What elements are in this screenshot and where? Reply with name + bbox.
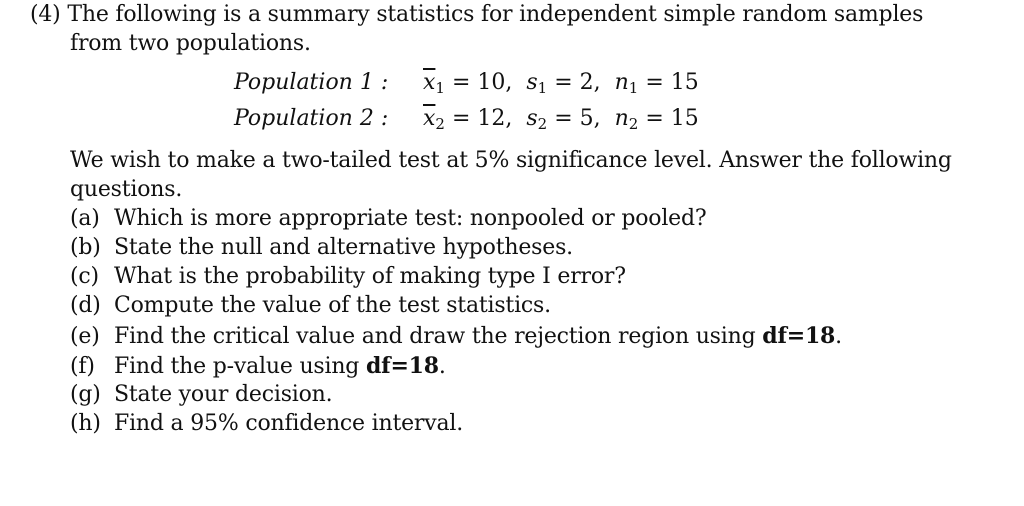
question-f bbox=[70, 352, 446, 381]
instruction-line-2: questions. bbox=[70, 177, 183, 202]
question-text: Find the p-value using bbox=[114, 354, 366, 379]
population-row-2 bbox=[234, 105, 699, 133]
question-e bbox=[70, 322, 842, 351]
question-c bbox=[70, 263, 626, 291]
problem-number: (4) bbox=[30, 2, 61, 27]
question-bold: df=18 bbox=[366, 353, 439, 379]
question-text: Find the critical value and draw the rejection region using bbox=[114, 324, 763, 349]
question-b bbox=[70, 234, 573, 262]
question-label: (c) bbox=[70, 264, 99, 289]
question-text: Which is more appropriate test: nonpooled or pooled? bbox=[114, 206, 707, 231]
population-stats: $\overline{x}_1 = 10$, $s_1 = 2$, $n_1 = 15$ bbox=[423, 70, 699, 97]
question-g bbox=[70, 381, 332, 409]
question-label: (e) bbox=[70, 324, 100, 349]
problem-intro-text-1: The following is a summary statistics for independent simple random samples bbox=[67, 2, 924, 27]
population-label: Population 2 : bbox=[234, 106, 389, 131]
question-label: (a) bbox=[70, 206, 100, 231]
question-text: State the null and alternative hypotheses. bbox=[114, 235, 573, 260]
population-stats: $\overline{x}_2 = 12$, $s_2 = 5$, $n_2 = 15$ bbox=[423, 106, 699, 133]
question-text: Find a 95% confidence interval. bbox=[114, 411, 464, 436]
problem-intro-line-1 bbox=[30, 1, 923, 29]
question-label: (d) bbox=[70, 293, 101, 318]
question-h bbox=[70, 410, 463, 438]
problem-intro-line-2: from two populations. bbox=[70, 31, 311, 56]
question-a bbox=[70, 205, 706, 233]
question-label: (f) bbox=[70, 354, 95, 379]
question-text: Compute the value of the test statistics. bbox=[114, 293, 551, 318]
question-d bbox=[70, 292, 551, 320]
population-label: Population 1 : bbox=[234, 70, 389, 95]
question-label: (g) bbox=[70, 382, 101, 407]
question-text: State your decision. bbox=[114, 382, 333, 407]
question-tail: . bbox=[835, 324, 842, 349]
question-label: (b) bbox=[70, 235, 101, 260]
question-text: What is the probability of making type I error? bbox=[114, 264, 626, 289]
population-row-1 bbox=[234, 69, 699, 97]
question-bold: df=18 bbox=[762, 323, 836, 349]
question-tail: . bbox=[438, 354, 446, 379]
question-label: (h) bbox=[70, 411, 101, 436]
instruction-line-1: We wish to make a two-tailed test at 5% significance level. Answer the following bbox=[70, 148, 952, 173]
